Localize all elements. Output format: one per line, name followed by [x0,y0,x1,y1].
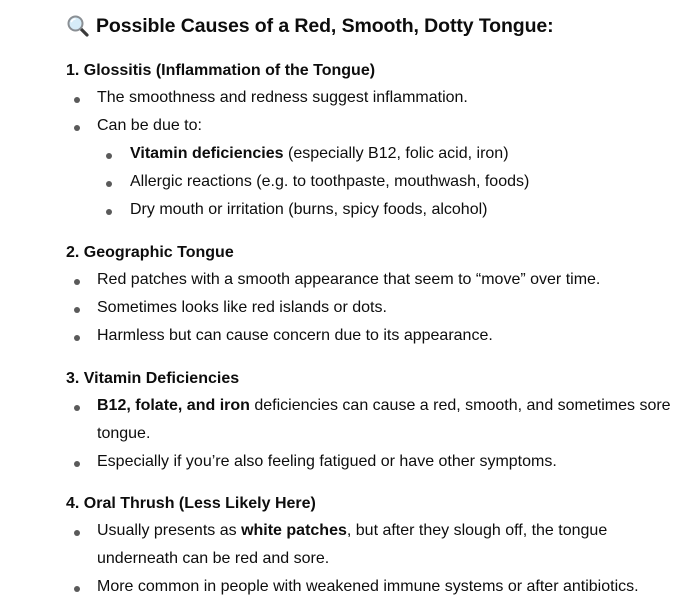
section-heading-oral-thrush: 4. Oral Thrush (Less Likely Here) [66,495,316,512]
bullet-icon [74,530,80,536]
list-item-text: , but after they slough off, the tongue [346,522,608,539]
bullet-icon [74,405,80,411]
list-item [130,144,509,164]
bullet-icon [106,153,112,159]
list-item: Especially if you’re also feeling fatigued or have other symptoms. [97,453,557,470]
list-item: Sometimes looks like red islands or dots. [97,299,387,316]
bullet-icon [74,97,80,103]
list-item [97,521,607,541]
list-item: The smoothness and redness suggest inflammation. [97,89,468,106]
list-item-continuation: underneath can be red and sore. [97,550,330,567]
list-item-text: Usually presents as [97,522,242,539]
section-heading-geographic-tongue: 2. Geographic Tongue [66,244,234,261]
bullet-icon [106,209,112,215]
page-title-text: Possible Causes of a Red, Smooth, Dotty Tongue: [96,14,554,37]
bullet-icon [74,586,80,592]
bullet-icon [74,279,80,285]
magnifying-glass-icon [66,14,90,38]
bullet-icon [74,335,80,341]
list-item-text: deficiencies can cause a red, smooth, and sometimes sore [249,397,671,414]
list-item: Harmless but can cause concern due to its appearance. [97,327,493,344]
bold-text: Vitamin deficiencies [130,145,284,162]
bold-text: white patches [241,522,347,539]
list-item: Allergic reactions (e.g. to toothpaste, mouthwash, foods) [130,173,530,190]
page-title [66,14,554,38]
list-item: Red patches with a smooth appearance that seem to “move” over time. [97,271,601,288]
section-heading-glossitis: 1. Glossitis (Inflammation of the Tongue) [66,62,376,79]
list-item-text: (especially B12, folic acid, iron) [283,145,509,162]
bullet-icon [74,461,80,467]
list-item: Can be due to: [97,117,202,134]
list-item-continuation: tongue. [97,425,151,442]
list-item [97,396,671,416]
bullet-icon [106,181,112,187]
bold-text: B12, folate, and iron [97,397,250,414]
list-item: More common in people with weakened immune systems or after antibiotics. [97,578,639,595]
list-item: Dry mouth or irritation (burns, spicy foods, alcohol) [130,201,488,218]
section-heading-vitamin-deficiencies: 3. Vitamin Deficiencies [66,370,240,387]
bullet-icon [74,125,80,131]
bullet-icon [74,307,80,313]
